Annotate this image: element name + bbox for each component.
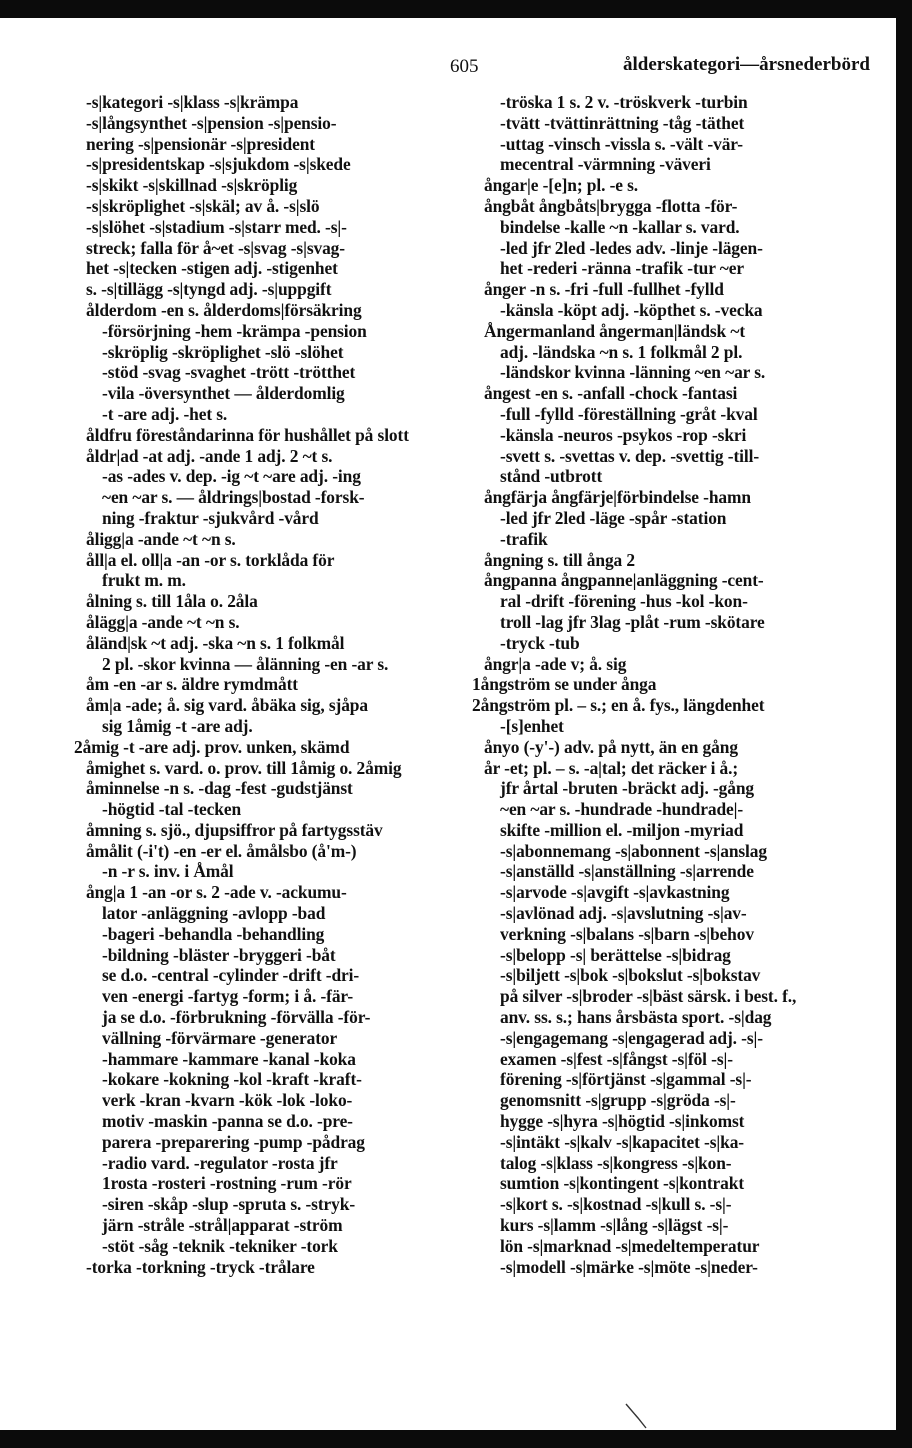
dictionary-line: ång|a 1 -an -or s. 2 -ade v. -ackumu- (86, 882, 347, 903)
dictionary-line: -s|avlönad adj. -s|avslutning -s|av- (500, 903, 747, 924)
dictionary-line: stånd -utbrott (500, 466, 603, 487)
running-head: ålderskategori—årsnederbörd (623, 54, 870, 75)
dictionary-line: lator -anläggning -avlopp -bad (102, 903, 326, 924)
dictionary-line: -s|abonnemang -s|abonnent -s|anslag (500, 840, 767, 861)
dictionary-line: -stöd -svag -svaghet -trött -trötthet (102, 362, 356, 383)
dictionary-line: ångbåt ångbåts|brygga -flotta -för- (484, 195, 738, 216)
dictionary-line: examen -s|fest -s|fångst -s|föl -s|- (500, 1048, 733, 1069)
dictionary-line: 1ångström se under ånga (472, 674, 657, 695)
dictionary-line: 2ångström pl. – s.; en å. fys., längdenhet (472, 695, 765, 716)
dictionary-line: ven -energi -fartyg -form; i å. -fär- (102, 986, 354, 1007)
dictionary-line: -ländskor kvinna -länning ~en ~ar s. (500, 362, 766, 383)
dictionary-line: åligg|a -ande ~t ~n s. (86, 528, 236, 549)
dictionary-line: -bildning -bläster -bryggeri -båt (102, 944, 336, 965)
dictionary-line: -s|kort s. -s|kostnad -s|kull s. -s|- (500, 1194, 732, 1215)
dictionary-line: het -rederi -ränna -trafik -tur ~er (500, 258, 744, 279)
dictionary-line: vällning -förvärmare -generator (102, 1027, 338, 1048)
dictionary-line: på silver -s|broder -s|bäst särsk. i best. f., (500, 986, 797, 1007)
dictionary-line: åldr|ad -at adj. -ande 1 adj. 2 ~t s. (86, 445, 333, 466)
page-number: 605 (450, 56, 479, 77)
dictionary-line: ångr|a -ade v; å. sig (484, 653, 627, 674)
dictionary-line: åmålit (-i't) -en -er el. åmålsbo (å'm-) (86, 840, 357, 861)
dictionary-line: -tvätt -tvättinrättning -tåg -täthet (500, 112, 745, 133)
dictionary-line: anv. ss. s.; hans årsbästa sport. -s|dag (500, 1007, 772, 1028)
dictionary-line: -hammare -kammare -kanal -koka (102, 1048, 356, 1069)
dictionary-line: verk -kran -kvarn -kök -lok -loko- (102, 1090, 353, 1111)
dictionary-line: -s|intäkt -s|kalv -s|kapacitet -s|ka- (500, 1131, 744, 1152)
dictionary-line: verkning -s|balans -s|barn -s|behov (500, 923, 754, 944)
dictionary-line: -s|arvode -s|avgift -s|avkastning (500, 882, 730, 903)
dictionary-line: åldfru föreståndarinna för hushållet på slott (86, 424, 409, 445)
scan-edge-bottom (0, 1430, 912, 1448)
dictionary-line: -full -fylld -föreställning -gråt -kval (500, 403, 758, 424)
dictionary-line: -led jfr 2led -ledes adv. -linje -lägen- (500, 237, 763, 258)
dictionary-line: 1rosta -rosteri -rostning -rum -rör (102, 1173, 352, 1194)
dictionary-line: -skröplig -skröplighet -slö -slöhet (102, 341, 344, 362)
dictionary-line: -s|engagemang -s|engagerad adj. -s|- (500, 1027, 763, 1048)
dictionary-line: förening -s|förtjänst -s|gammal -s|- (500, 1069, 752, 1090)
dictionary-line: -s|skröplighet -s|skäl; av å. -s|slö (86, 195, 320, 216)
dictionary-line: ångest -en s. -anfall -chock -fantasi (484, 383, 738, 404)
dictionary-line: ~en ~ar s. -hundrade -hundrade|- (500, 799, 744, 820)
dictionary-line: -led jfr 2led -läge -spår -station (500, 507, 727, 528)
dictionary-line: åm|a -ade; å. sig vard. åbäka sig, sjåpa (86, 695, 368, 716)
scan-edge-right (896, 0, 912, 1448)
dictionary-line: -svett s. -svettas v. dep. -svettig -till- (500, 445, 760, 466)
dictionary-line: åmning s. sjö., djupsiffror på fartygsstäv (86, 819, 383, 840)
dictionary-line: het -s|tecken -stigen adj. -stigenhet (86, 258, 338, 279)
dictionary-line: -s|modell -s|märke -s|möte -s|neder- (500, 1256, 758, 1277)
dictionary-line: järn -stråle -strål|apparat -ström (102, 1215, 343, 1236)
dictionary-line: lön -s|marknad -s|medeltemperatur (500, 1235, 760, 1256)
dictionary-line: ångpanna ångpanne|anläggning -cent- (484, 570, 764, 591)
dictionary-line: jfr årtal -bruten -bräckt adj. -gång (500, 778, 755, 799)
dictionary-line: talog -s|klass -s|kongress -s|kon- (500, 1152, 732, 1173)
dictionary-line: sumtion -s|kontingent -s|kontrakt (500, 1173, 745, 1194)
dictionary-line: ~en ~ar s. — åldrings|bostad -forsk- (102, 487, 365, 508)
dictionary-line: -s|anställd -s|anställning -s|arrende (500, 861, 754, 882)
dictionary-line: -uttag -vinsch -vissla s. -vält -vär- (500, 133, 743, 154)
dictionary-line: år -et; pl. – s. -a|tal; det räcker i å.; (484, 757, 739, 778)
right-column (472, 92, 856, 1277)
dictionary-line: ålderdom -en s. ålderdoms|försäkring (86, 299, 362, 320)
dictionary-line: sig 1åmig -t -are adj. (102, 715, 253, 736)
dictionary-line: -s|belopp -s| berättelse -s|bidrag (500, 944, 731, 965)
dictionary-line: troll -lag jfr 3lag -plåt -rum -skötare (500, 611, 765, 632)
dictionary-line: -as -ades v. dep. -ig ~t ~are adj. -ing (102, 466, 361, 487)
dictionary-line: -torka -torkning -tryck -trålare (86, 1256, 315, 1277)
dictionary-line: -tröska 1 s. 2 v. -tröskverk -turbin (500, 92, 748, 112)
dictionary-line: -trafik (500, 528, 548, 549)
dictionary-line: -n -r s. inv. i Åmål (102, 861, 234, 882)
dictionary-line: -känsla -köpt adj. -köpthet s. -vecka (500, 299, 763, 320)
dictionary-line: adj. -ländska ~n s. 1 folkmål 2 pl. (500, 341, 743, 362)
dictionary-line: -kokare -kokning -kol -kraft -kraft- (102, 1069, 362, 1090)
dictionary-line: ånger -n s. -fri -full -fullhet -fylld (484, 279, 724, 300)
dictionary-line: -siren -skåp -slup -spruta s. -stryk- (102, 1194, 356, 1215)
dictionary-line: -tryck -tub (500, 632, 580, 653)
left-column (74, 92, 458, 1277)
dictionary-line: se d.o. -central -cylinder -drift -dri- (102, 965, 360, 986)
dictionary-line: -stöt -såg -teknik -tekniker -tork (102, 1235, 338, 1256)
dictionary-line: -s|kategori -s|klass -s|krämpa (86, 92, 299, 112)
dictionary-line: -[s]enhet (500, 715, 564, 736)
dictionary-line: åländ|sk ~t adj. -ska ~n s. 1 folkmål (86, 632, 345, 653)
dictionary-line: -s|presidentskap -s|sjukdom -s|skede (86, 154, 351, 175)
dictionary-line: -t -are adj. -het s. (102, 403, 228, 424)
dictionary-line: skifte -million el. -miljon -myriad (500, 819, 744, 840)
dictionary-line: nering -s|pensionär -s|president (86, 133, 315, 154)
dictionary-line: -försörjning -hem -krämpa -pension (102, 320, 367, 341)
dictionary-line: Ångermanland ångerman|ländsk ~t (484, 320, 746, 341)
dictionary-line: -högtid -tal -tecken (102, 799, 242, 820)
dictionary-line: frukt m. m. (102, 570, 186, 591)
dictionary-line: ålning s. till 1åla o. 2åla (86, 591, 258, 612)
dictionary-line: åminnelse -n s. -dag -fest -gudstjänst (86, 778, 353, 799)
dictionary-line: ålägg|a -ande ~t ~n s. (86, 611, 240, 632)
dictionary-line: motiv -maskin -panna se d.o. -pre- (102, 1111, 353, 1132)
dictionary-line: -s|biljett -s|bok -s|bokslut -s|bokstav (500, 965, 761, 986)
dictionary-line: streck; falla för å~et -s|svag -s|svag- (86, 237, 345, 258)
pen-stroke-mark (624, 1402, 648, 1430)
dictionary-line: ångning s. till ånga 2 (484, 549, 635, 570)
dictionary-line: mecentral -värmning -väveri (500, 154, 711, 175)
dictionary-line: åm -en -ar s. äldre rymdmått (86, 674, 298, 695)
dictionary-line: bindelse -kalle ~n -kallar s. vard. (500, 216, 740, 237)
dictionary-line: -radio vard. -regulator -rosta jfr (102, 1152, 338, 1173)
dictionary-line: -s|slöhet -s|stadium -s|starr med. -s|- (86, 216, 347, 237)
dictionary-line: genomsnitt -s|grupp -s|gröda -s|- (500, 1090, 736, 1111)
dictionary-line: ral -drift -förening -hus -kol -kon- (500, 591, 748, 612)
dictionary-line: parera -preparering -pump -pådrag (102, 1131, 365, 1152)
dictionary-line: -känsla -neuros -psykos -rop -skri (500, 424, 747, 445)
dictionary-line: -bageri -behandla -behandling (102, 923, 325, 944)
dictionary-line: -s|skikt -s|skillnad -s|skröplig (86, 175, 298, 196)
dictionary-line: ånyo (-y'-) adv. på nytt, än en gång (484, 736, 738, 757)
dictionary-line: s. -s|tillägg -s|tyngd adj. -s|uppgift (86, 279, 332, 300)
dictionary-line: ångar|e -[e]n; pl. -e s. (484, 175, 639, 196)
dictionary-line: hygge -s|hyra -s|högtid -s|inkomst (500, 1111, 745, 1132)
page-header (60, 54, 870, 84)
dictionary-line: åmighet s. vard. o. prov. till 1åmig o. 2åmig (86, 757, 402, 778)
scan-edge-top (0, 0, 912, 18)
dictionary-line: -vila -översynthet — ålderdomlig (102, 383, 345, 404)
dictionary-line: ning -fraktur -sjukvård -vård (102, 507, 319, 528)
dictionary-line: ångfärja ångfärje|förbindelse -hamn (484, 487, 751, 508)
dictionary-line: 2 pl. -skor kvinna — ålänning -en -ar s. (102, 653, 389, 674)
dictionary-line: ja se d.o. -förbrukning -förvälla -för- (102, 1007, 371, 1028)
dictionary-line: kurs -s|lamm -s|lång -s|lägst -s|- (500, 1215, 729, 1236)
dictionary-line: åll|a el. oll|a -an -or s. torklåda för (86, 549, 335, 570)
dictionary-line: 2åmig -t -are adj. prov. unken, skämd (74, 736, 350, 757)
dictionary-line: -s|långsynthet -s|pension -s|pensio- (86, 112, 337, 133)
